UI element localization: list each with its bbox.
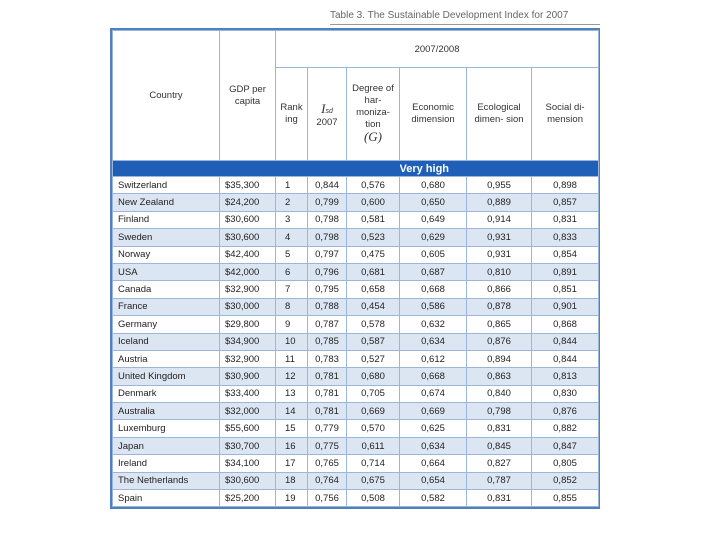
cell-rank: 14 (276, 403, 308, 420)
cell-rank: 4 (276, 229, 308, 246)
cell-gdp: $32,900 (220, 350, 276, 367)
cell-isd: 0,788 (308, 298, 347, 315)
cell-social: 0,876 (532, 403, 599, 420)
table-row (113, 420, 599, 437)
cell-isd: 0,783 (308, 350, 347, 367)
cell-social: 0,851 (532, 281, 599, 298)
table-row (113, 281, 599, 298)
cell-economic: 0,680 (400, 177, 467, 194)
cell-social: 0,891 (532, 263, 599, 280)
sdi-table-container (110, 28, 600, 509)
cell-country: The Netherlands (113, 472, 220, 489)
cell-country: New Zealand (113, 194, 220, 211)
cell-gdp: $25,200 (220, 490, 276, 507)
cell-rank: 7 (276, 281, 308, 298)
cell-ecological: 0,863 (467, 368, 532, 385)
table-body (113, 177, 599, 507)
cell-ecological: 0,865 (467, 316, 532, 333)
table-row (113, 350, 599, 367)
cell-gdp: $34,100 (220, 455, 276, 472)
table-row (113, 472, 599, 489)
cell-social: 0,844 (532, 350, 599, 367)
table-row (113, 298, 599, 315)
cell-ecological: 0,955 (467, 177, 532, 194)
cell-economic: 0,612 (400, 350, 467, 367)
cell-social: 0,901 (532, 298, 599, 315)
cell-social: 0,857 (532, 194, 599, 211)
cell-ecological: 0,889 (467, 194, 532, 211)
table-row (113, 455, 599, 472)
cell-social: 0,830 (532, 385, 599, 402)
cell-social: 0,898 (532, 177, 599, 194)
cell-economic: 0,664 (400, 455, 467, 472)
cell-harmonization: 0,705 (347, 385, 400, 402)
cell-harmonization: 0,578 (347, 316, 400, 333)
table-row (113, 385, 599, 402)
cell-country: France (113, 298, 220, 315)
cell-harmonization: 0,527 (347, 350, 400, 367)
table-row (113, 263, 599, 280)
cell-country: Austria (113, 350, 220, 367)
cell-ecological: 0,827 (467, 455, 532, 472)
cell-economic: 0,605 (400, 246, 467, 263)
isd-symbol: I (321, 100, 326, 116)
category-spacer (113, 161, 400, 177)
cell-rank: 2 (276, 194, 308, 211)
isd-year: 2007 (316, 116, 338, 128)
cell-harmonization: 0,508 (347, 490, 400, 507)
cell-economic: 0,674 (400, 385, 467, 402)
cell-rank: 15 (276, 420, 308, 437)
header-country: Country (113, 31, 220, 161)
table-row (113, 177, 599, 194)
cell-gdp: $30,900 (220, 368, 276, 385)
cell-ecological: 0,876 (467, 333, 532, 350)
table-row (113, 194, 599, 211)
cell-ecological: 0,894 (467, 350, 532, 367)
cell-ecological: 0,845 (467, 437, 532, 454)
cell-ecological: 0,831 (467, 490, 532, 507)
cell-harmonization: 0,454 (347, 298, 400, 315)
cell-harmonization: 0,581 (347, 211, 400, 228)
cell-country: Luxemburg (113, 420, 220, 437)
cell-harmonization: 0,576 (347, 177, 400, 194)
cell-economic: 0,669 (400, 403, 467, 420)
cell-isd: 0,765 (308, 455, 347, 472)
cell-harmonization: 0,681 (347, 263, 400, 280)
cell-social: 0,831 (532, 211, 599, 228)
cell-economic: 0,650 (400, 194, 467, 211)
table-row (113, 246, 599, 263)
header-harmonization (347, 68, 400, 161)
cell-gdp: $32,900 (220, 281, 276, 298)
category-row (113, 161, 599, 177)
cell-harmonization: 0,587 (347, 333, 400, 350)
cell-ecological: 0,914 (467, 211, 532, 228)
cell-isd: 0,799 (308, 194, 347, 211)
cell-country: Norway (113, 246, 220, 263)
cell-isd: 0,781 (308, 368, 347, 385)
table-row (113, 229, 599, 246)
cell-economic: 0,668 (400, 281, 467, 298)
cell-gdp: $30,600 (220, 211, 276, 228)
cell-economic: 0,634 (400, 437, 467, 454)
cell-harmonization: 0,669 (347, 403, 400, 420)
table-row (113, 211, 599, 228)
cell-rank: 11 (276, 350, 308, 367)
cell-harmonization: 0,658 (347, 281, 400, 298)
cell-country: USA (113, 263, 220, 280)
cell-country: Sweden (113, 229, 220, 246)
isd-subscript: sd (325, 107, 333, 115)
cell-social: 0,833 (532, 229, 599, 246)
cell-rank: 3 (276, 211, 308, 228)
cell-isd: 0,756 (308, 490, 347, 507)
cell-social: 0,854 (532, 246, 599, 263)
cell-gdp: $30,000 (220, 298, 276, 315)
cell-harmonization: 0,475 (347, 246, 400, 263)
cell-social: 0,882 (532, 420, 599, 437)
cell-isd: 0,798 (308, 211, 347, 228)
header-rank: Rank ing (276, 68, 308, 161)
harmonization-label: Degree of har- moniza- tion (352, 83, 394, 130)
cell-gdp: $30,600 (220, 229, 276, 246)
cell-country: Denmark (113, 385, 220, 402)
cell-rank: 1 (276, 177, 308, 194)
table-caption: Table 3. The Sustainable Development Index for 2007 (330, 10, 600, 25)
cell-economic: 0,668 (400, 368, 467, 385)
cell-social: 0,847 (532, 437, 599, 454)
header-social: Social di- mension (532, 68, 599, 161)
cell-isd: 0,797 (308, 246, 347, 263)
header-economic: Economic dimension (400, 68, 467, 161)
cell-social: 0,844 (532, 333, 599, 350)
cell-social: 0,805 (532, 455, 599, 472)
cell-country: Canada (113, 281, 220, 298)
cell-ecological: 0,840 (467, 385, 532, 402)
cell-isd: 0,785 (308, 333, 347, 350)
cell-rank: 6 (276, 263, 308, 280)
cell-gdp: $34,900 (220, 333, 276, 350)
cell-harmonization: 0,600 (347, 194, 400, 211)
cell-gdp: $32,000 (220, 403, 276, 420)
cell-country: United Kingdom (113, 368, 220, 385)
cell-country: Finland (113, 211, 220, 228)
cell-isd: 0,795 (308, 281, 347, 298)
cell-ecological: 0,787 (467, 472, 532, 489)
cell-gdp: $35,300 (220, 177, 276, 194)
cell-harmonization: 0,611 (347, 437, 400, 454)
cell-ecological: 0,931 (467, 246, 532, 263)
cell-economic: 0,632 (400, 316, 467, 333)
cell-economic: 0,629 (400, 229, 467, 246)
table-row (113, 437, 599, 454)
cell-economic: 0,687 (400, 263, 467, 280)
cell-harmonization: 0,680 (347, 368, 400, 385)
cell-country: Iceland (113, 333, 220, 350)
cell-gdp: $55,600 (220, 420, 276, 437)
cell-rank: 10 (276, 333, 308, 350)
cell-social: 0,813 (532, 368, 599, 385)
cell-rank: 5 (276, 246, 308, 263)
header-period: 2007/2008 (276, 31, 599, 68)
cell-gdp: $30,700 (220, 437, 276, 454)
cell-ecological: 0,931 (467, 229, 532, 246)
harmonization-symbol: (G) (363, 129, 383, 144)
cell-harmonization: 0,523 (347, 229, 400, 246)
sdi-table (112, 30, 599, 507)
header-ecological: Ecological dimen- sion (467, 68, 532, 161)
cell-country: Germany (113, 316, 220, 333)
cell-isd: 0,764 (308, 472, 347, 489)
cell-isd: 0,779 (308, 420, 347, 437)
cell-rank: 8 (276, 298, 308, 315)
cell-economic: 0,586 (400, 298, 467, 315)
cell-gdp: $24,200 (220, 194, 276, 211)
cell-ecological: 0,866 (467, 281, 532, 298)
header-isd (308, 68, 347, 161)
cell-country: Ireland (113, 455, 220, 472)
cell-ecological: 0,798 (467, 403, 532, 420)
cell-social: 0,852 (532, 472, 599, 489)
cell-rank: 9 (276, 316, 308, 333)
cell-isd: 0,798 (308, 229, 347, 246)
category-label: Very high (400, 161, 599, 177)
cell-isd: 0,787 (308, 316, 347, 333)
table-row (113, 316, 599, 333)
cell-rank: 17 (276, 455, 308, 472)
cell-economic: 0,654 (400, 472, 467, 489)
table-row (113, 368, 599, 385)
cell-economic: 0,649 (400, 211, 467, 228)
cell-gdp: $30,600 (220, 472, 276, 489)
cell-gdp: $42,000 (220, 263, 276, 280)
cell-gdp: $42,400 (220, 246, 276, 263)
cell-economic: 0,582 (400, 490, 467, 507)
cell-gdp: $33,400 (220, 385, 276, 402)
header-gdp: GDP per capita (220, 31, 276, 161)
cell-social: 0,855 (532, 490, 599, 507)
cell-country: Japan (113, 437, 220, 454)
cell-isd: 0,781 (308, 385, 347, 402)
cell-rank: 12 (276, 368, 308, 385)
cell-gdp: $29,800 (220, 316, 276, 333)
cell-ecological: 0,810 (467, 263, 532, 280)
cell-harmonization: 0,714 (347, 455, 400, 472)
cell-economic: 0,625 (400, 420, 467, 437)
cell-rank: 16 (276, 437, 308, 454)
cell-ecological: 0,878 (467, 298, 532, 315)
cell-country: Spain (113, 490, 220, 507)
cell-social: 0,868 (532, 316, 599, 333)
cell-isd: 0,775 (308, 437, 347, 454)
cell-harmonization: 0,570 (347, 420, 400, 437)
cell-rank: 19 (276, 490, 308, 507)
table-row (113, 403, 599, 420)
table-row (113, 490, 599, 507)
cell-economic: 0,634 (400, 333, 467, 350)
cell-rank: 13 (276, 385, 308, 402)
cell-isd: 0,781 (308, 403, 347, 420)
table-row (113, 333, 599, 350)
cell-ecological: 0,831 (467, 420, 532, 437)
cell-harmonization: 0,675 (347, 472, 400, 489)
cell-rank: 18 (276, 472, 308, 489)
cell-isd: 0,796 (308, 263, 347, 280)
cell-isd: 0,844 (308, 177, 347, 194)
cell-country: Switzerland (113, 177, 220, 194)
cell-country: Australia (113, 403, 220, 420)
